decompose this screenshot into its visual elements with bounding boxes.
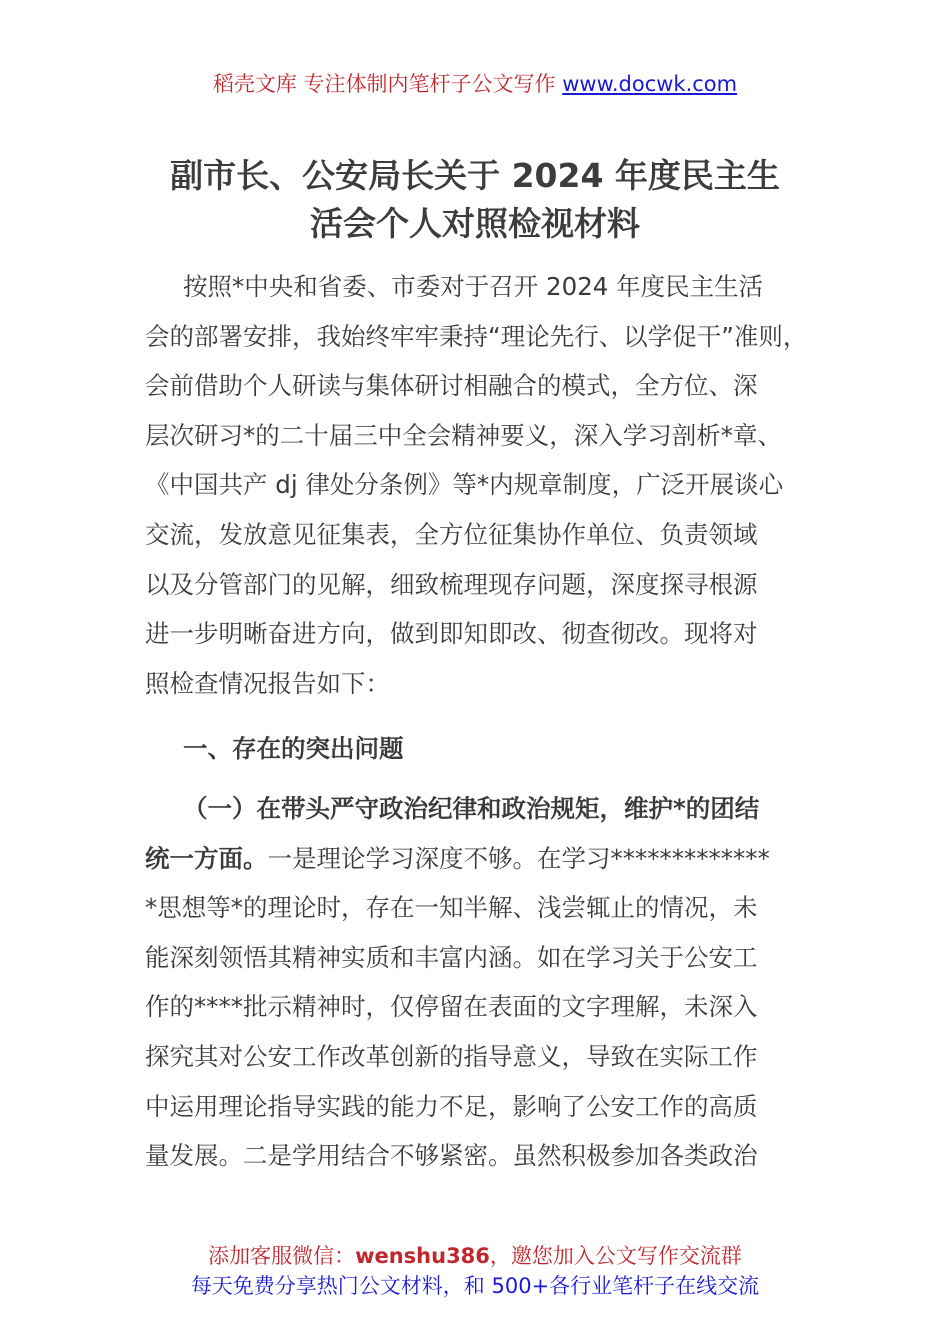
paragraph-line: 能深刻领悟其精神实质和丰富内涵。如在学习关于公安工 bbox=[145, 942, 758, 972]
section-heading bbox=[145, 724, 835, 774]
footer-wechat-id: wenshu386 bbox=[355, 1244, 490, 1268]
paragraph-line: 探究其对公安工作改革创新的指导意义，导致在实际工作 bbox=[145, 1041, 758, 1071]
paragraph-line: 按照*中央和省委、市委对于召开 2024 年度民主生活 bbox=[183, 272, 764, 301]
paragraph-line: 《中国共产 dj 律处分条例》等*内规章制度，广泛开展谈心 bbox=[145, 470, 784, 500]
header-brand-text: 稻壳文库 专注体制内笔杆子公文写作 bbox=[212, 72, 556, 96]
title-line-1: 副市长、公安局长关于 2024 年度民主生 bbox=[170, 156, 780, 195]
paragraph-line: 会前借助个人研读与集体研讨相融合的模式，全方位、深 bbox=[145, 371, 758, 401]
paragraph-intro bbox=[145, 262, 835, 708]
page-header bbox=[0, 70, 950, 98]
paragraph-section1-part1 bbox=[145, 784, 835, 1181]
paragraph-line: 作的****批示精神时，仅停留在表面的文字理解，未深入 bbox=[145, 992, 758, 1022]
page-footer bbox=[0, 1241, 950, 1301]
subheading-line-end: 统一方面。 bbox=[145, 843, 268, 873]
paragraph-line: 中运用理论指导实践的能力不足，影响了公安工作的高质 bbox=[145, 1091, 758, 1121]
header-website-link[interactable]: www.docwk.com bbox=[562, 72, 738, 96]
footer-line-1 bbox=[0, 1241, 950, 1271]
subheading-line: （一）在带头严守政治纪律和政治规矩，维护*的团结 bbox=[183, 794, 760, 823]
paragraph-line: 量发展。二是学用结合不够紧密。虽然积极参加各类政治 bbox=[145, 1141, 758, 1171]
section-heading-text: 一、存在的突出问题 bbox=[183, 734, 404, 763]
footer-suffix: ，邀您加入公文写作交流群 bbox=[489, 1244, 742, 1268]
paragraph-line: *思想等*的理论时，存在一知半解、浅尝辄止的情况，未 bbox=[145, 893, 758, 923]
paragraph-line: 交流，发放意见征集表，全方位征集协作单位、负责领域 bbox=[145, 519, 758, 549]
paragraph-line: 照检查情况报告如下： bbox=[145, 668, 390, 698]
paragraph-line: 会的部署安排，我始终牢牢秉持“理论先行、以学促干”准则， bbox=[145, 321, 808, 351]
title-line-2: 活会个人对照检视材料 bbox=[310, 204, 640, 243]
footer-line-2: 每天免费分享热门公文材料，和 500+各行业笔杆子在线交流 bbox=[190, 1274, 760, 1298]
document-title bbox=[0, 152, 950, 248]
paragraph-line: 进一步明晰奋进方向，做到即知即改、彻查彻改。现将对 bbox=[145, 619, 758, 649]
paragraph-line: 以及分管部门的见解，细致梳理现存问题，深度探寻根源 bbox=[145, 569, 758, 599]
paragraph-line: 层次研习*的二十届三中全会精神要义，深入学习剖析*章、 bbox=[145, 420, 782, 450]
footer-prefix: 添加客服微信： bbox=[208, 1244, 356, 1268]
paragraph-line: 一是理论学习深度不够。在学习************* bbox=[267, 843, 770, 873]
